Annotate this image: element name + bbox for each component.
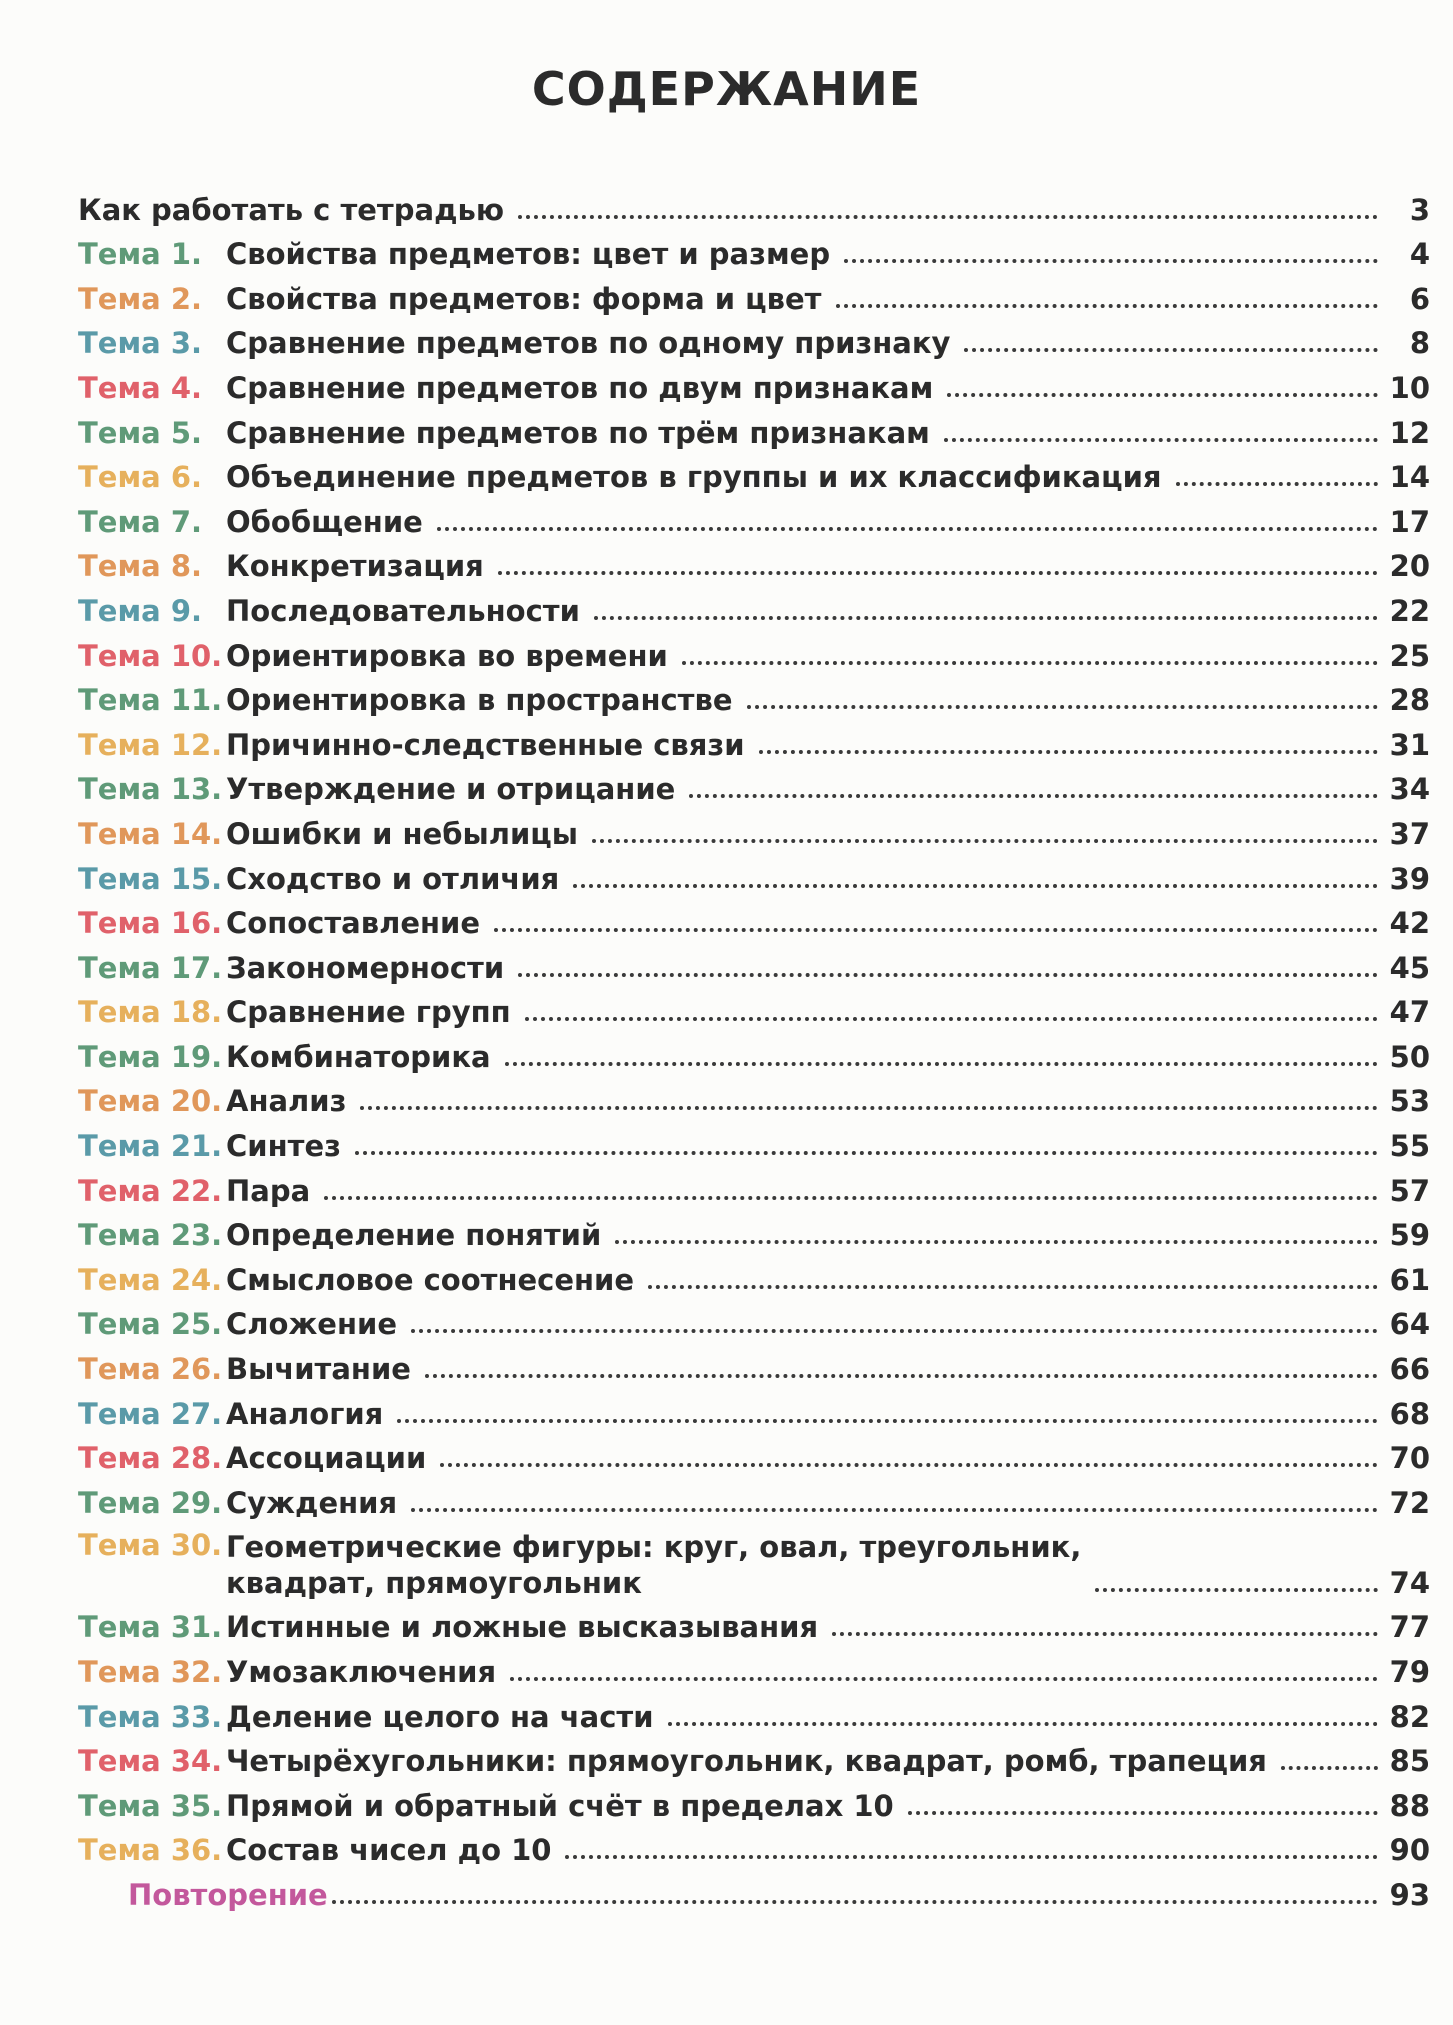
topic-name: Синтез — [226, 1129, 341, 1164]
topic-name: Свойства предметов: форма и цвет — [226, 281, 822, 316]
topic-label: Тема 35. — [78, 1788, 223, 1823]
dot-leader — [332, 1900, 1378, 1904]
dot-leader — [648, 1285, 1378, 1289]
toc-entry-topic[interactable] — [78, 1779, 1430, 1824]
toc-entry-topic[interactable] — [78, 1824, 1430, 1869]
toc-entry-topic[interactable] — [78, 1476, 1430, 1521]
toc-entry-topic[interactable] — [78, 1645, 1430, 1690]
topic-page: 28 — [1389, 683, 1430, 718]
page-title: СОДЕРЖАНИЕ — [531, 62, 922, 116]
topic-page: 42 — [1389, 906, 1430, 941]
topic-page: 37 — [1389, 816, 1430, 851]
topic-label: Тема 4. — [78, 370, 203, 405]
toc-entry-topic[interactable] — [78, 1298, 1430, 1343]
topic-label: Тема 18. — [78, 995, 223, 1030]
topic-page: 64 — [1389, 1307, 1430, 1342]
topic-page: 68 — [1389, 1396, 1430, 1431]
dot-leader — [510, 1677, 1378, 1681]
topic-name: Вычитание — [226, 1352, 411, 1387]
toc-entry-topic[interactable] — [78, 1521, 1430, 1601]
topic-label: Тема 12. — [78, 727, 223, 762]
dot-leader — [759, 750, 1378, 754]
topic-page: 45 — [1389, 950, 1430, 985]
toc-entry-topic[interactable] — [78, 763, 1430, 808]
topic-label: Тема 9. — [78, 593, 203, 628]
topic-page: 22 — [1389, 593, 1430, 628]
topic-label: Тема 22. — [78, 1173, 223, 1208]
toc-entry-topic[interactable] — [78, 941, 1430, 986]
topic-label: Тема 29. — [78, 1485, 223, 1520]
topic-label: Тема 31. — [78, 1610, 223, 1645]
topic-label: Тема 3. — [78, 326, 203, 361]
dot-leader — [964, 348, 1378, 352]
dot-leader — [1176, 482, 1378, 486]
entry-name: Как работать с тетрадью — [78, 192, 505, 227]
topic-label: Тема 25. — [78, 1307, 223, 1342]
topic-name: Ориентировка в пространстве — [226, 683, 733, 718]
dot-leader — [947, 393, 1378, 397]
dot-leader — [505, 1062, 1378, 1066]
dot-leader — [908, 1811, 1378, 1815]
topic-label: Тема 10. — [78, 638, 223, 673]
topic-name: Сходство и отличия — [226, 861, 560, 896]
topic-label: Тема 27. — [78, 1396, 223, 1431]
toc-entry-topic[interactable] — [78, 718, 1430, 763]
dot-leader — [494, 928, 1378, 932]
topic-page: 14 — [1389, 460, 1430, 495]
topic-page: 47 — [1389, 995, 1430, 1030]
dot-leader — [411, 1508, 1378, 1512]
table-of-contents — [78, 183, 1430, 1913]
topic-page: 50 — [1389, 1039, 1430, 1074]
toc-entry-topic[interactable] — [78, 451, 1430, 496]
topic-name: Прямой и обратный счёт в пределах 10 — [226, 1788, 894, 1823]
toc-entry-topic[interactable] — [78, 1119, 1430, 1164]
toc-entry-topic[interactable] — [78, 1253, 1430, 1298]
topic-page: 57 — [1389, 1173, 1430, 1208]
dot-leader — [324, 1196, 1378, 1200]
topic-label: Тема 33. — [78, 1699, 223, 1734]
topic-name: Четырёхугольники: прямоугольник, квадрат, ромб, трапеция — [226, 1744, 1267, 1779]
toc-entry-topic[interactable] — [78, 1209, 1430, 1254]
dot-leader — [437, 527, 1378, 531]
topic-label: Тема 26. — [78, 1352, 223, 1387]
toc-entry-review[interactable] — [78, 1868, 1430, 1913]
toc-entry-topic[interactable] — [78, 1164, 1430, 1209]
topic-name: Истинные и ложные высказывания — [226, 1610, 819, 1645]
toc-entry-intro[interactable] — [78, 183, 1430, 228]
topic-name: Деление целого на части — [226, 1699, 654, 1734]
dot-leader — [615, 1240, 1378, 1244]
topic-name: Комбинаторика — [226, 1039, 491, 1074]
toc-entry-topic[interactable] — [78, 807, 1430, 852]
topic-page: 4 — [1409, 237, 1430, 272]
toc-entry-topic[interactable] — [78, 1387, 1430, 1432]
topic-page: 10 — [1389, 370, 1430, 405]
topic-name: Суждения — [226, 1485, 398, 1520]
topic-page: 17 — [1389, 504, 1430, 539]
toc-entry-topic[interactable] — [78, 272, 1430, 317]
topic-name: Пара — [226, 1173, 311, 1208]
topic-name: Анализ — [226, 1084, 347, 1119]
topic-label: Тема 5. — [78, 415, 203, 450]
topic-page: 90 — [1389, 1833, 1430, 1868]
dot-leader — [836, 304, 1379, 308]
topic-page: 39 — [1389, 861, 1430, 896]
topic-page: 61 — [1389, 1262, 1430, 1297]
topic-name: Причинно-следственные связи — [226, 727, 745, 762]
topic-label: Тема 2. — [78, 281, 203, 316]
dot-leader — [425, 1374, 1378, 1378]
toc-entry-topic[interactable] — [78, 897, 1430, 942]
topic-page: 66 — [1389, 1352, 1430, 1387]
topic-page: 25 — [1389, 638, 1430, 673]
toc-entry-topic[interactable] — [78, 406, 1430, 451]
dot-leader — [747, 705, 1379, 709]
topic-name: Умозаключения — [226, 1655, 497, 1689]
toc-entry-topic[interactable] — [78, 540, 1430, 585]
topic-name: Сравнение групп — [226, 995, 511, 1030]
topic-label: Тема 36. — [78, 1833, 223, 1868]
topic-page: 74 — [1389, 1565, 1430, 1600]
topic-page: 55 — [1389, 1129, 1430, 1164]
dot-leader — [592, 839, 1378, 843]
dot-leader — [440, 1463, 1378, 1467]
toc-entry-topic[interactable] — [78, 1690, 1430, 1735]
toc-entry-topic[interactable] — [78, 852, 1430, 897]
topic-name — [226, 1529, 1095, 1601]
topic-label: Тема 17. — [78, 950, 223, 985]
topic-page: 79 — [1389, 1655, 1430, 1689]
toc-entry-topic[interactable] — [78, 674, 1430, 719]
topic-label: Тема 23. — [78, 1218, 223, 1253]
topic-name-line-2: квадрат, прямоугольник — [226, 1565, 642, 1600]
topic-label: Тема 14. — [78, 816, 223, 851]
topic-page: 88 — [1389, 1788, 1430, 1823]
topic-page: 31 — [1389, 727, 1430, 762]
topic-page: 72 — [1389, 1485, 1430, 1520]
topic-name: Сравнение предметов по трём признакам — [226, 415, 930, 450]
toc-entry-topic[interactable] — [78, 1342, 1430, 1387]
topic-name: Утверждение и отрицание — [226, 772, 676, 807]
toc-entry-topic[interactable] — [78, 361, 1430, 406]
dot-leader — [411, 1329, 1378, 1333]
topic-page: 6 — [1409, 281, 1430, 316]
topic-page: 34 — [1389, 772, 1430, 807]
topic-label: Тема 7. — [78, 504, 203, 539]
dot-leader — [498, 571, 1378, 575]
dot-leader — [573, 884, 1378, 888]
topic-page: 59 — [1389, 1218, 1430, 1253]
entry-page: 3 — [1409, 192, 1430, 227]
topic-page: 70 — [1389, 1441, 1430, 1476]
dot-leader — [689, 794, 1378, 798]
topic-page: 82 — [1389, 1699, 1430, 1734]
dot-leader — [397, 1419, 1378, 1423]
toc-entry-topic[interactable] — [78, 1601, 1430, 1646]
toc-entry-topic[interactable] — [78, 986, 1430, 1031]
topic-label: Тема 20. — [78, 1084, 223, 1119]
dot-leader — [668, 1722, 1378, 1726]
review-name: Повторение — [128, 1877, 328, 1912]
dot-leader — [832, 1632, 1378, 1636]
review-page: 93 — [1389, 1877, 1430, 1912]
toc-entry-topic[interactable] — [78, 629, 1430, 674]
toc-entry-topic[interactable] — [78, 1030, 1430, 1075]
topic-label: Тема 32. — [78, 1655, 223, 1689]
topic-name: Объединение предметов в группы и их классификация — [226, 460, 1162, 495]
topic-name: Сравнение предметов по двум признакам — [226, 370, 934, 405]
topic-name: Ошибки и небылицы — [226, 816, 578, 851]
topic-label: Тема 15. — [78, 861, 223, 896]
toc-entry-topic[interactable] — [78, 584, 1430, 629]
dot-leader — [525, 1017, 1378, 1021]
topic-name: Определение понятий — [226, 1218, 602, 1253]
topic-name: Сложение — [226, 1307, 397, 1342]
topic-label: Тема 11. — [78, 683, 223, 718]
dot-leader — [944, 438, 1378, 442]
topic-name-line-1: Геометрические фигуры: круг, овал, треугольник, — [226, 1529, 1082, 1564]
dot-leader — [355, 1151, 1378, 1155]
topic-name: Конкретизация — [226, 549, 484, 584]
topic-name: Ассоциации — [226, 1441, 427, 1476]
topic-label: Тема 24. — [78, 1262, 223, 1297]
topic-name: Аналогия — [226, 1396, 384, 1431]
dot-leader — [565, 1855, 1378, 1859]
topic-name: Последовательности — [226, 593, 580, 628]
toc-entry-topic[interactable] — [78, 1735, 1430, 1780]
dot-leader — [844, 259, 1378, 263]
topic-page: 12 — [1389, 415, 1430, 450]
topic-name: Ориентировка во времени — [226, 638, 668, 673]
topic-page: 85 — [1389, 1744, 1430, 1779]
toc-entry-topic[interactable] — [78, 1075, 1430, 1120]
topic-page: 20 — [1389, 549, 1430, 584]
topic-name: Сопоставление — [226, 906, 481, 941]
topic-label: Тема 19. — [78, 1039, 223, 1074]
topic-label: Тема 1. — [78, 237, 203, 272]
topic-label: Тема 6. — [78, 460, 203, 495]
dot-leader — [518, 973, 1378, 977]
topic-label: Тема 16. — [78, 906, 223, 941]
topic-label: Тема 30. — [78, 1527, 223, 1562]
topic-name: Свойства предметов: цвет и размер — [226, 237, 831, 272]
topic-name: Обобщение — [226, 504, 423, 539]
topic-name: Смысловое соотнесение — [226, 1262, 635, 1297]
dot-leader — [594, 616, 1378, 620]
dot-leader — [682, 661, 1378, 665]
topic-page: 8 — [1409, 326, 1430, 361]
dot-leader — [518, 215, 1378, 219]
dot-leader — [360, 1106, 1378, 1110]
dot-leader — [1281, 1766, 1378, 1770]
topic-label: Тема 8. — [78, 549, 203, 584]
toc-entry-topic[interactable] — [78, 495, 1430, 540]
topic-name: Состав чисел до 10 — [226, 1833, 552, 1868]
dot-leader — [1095, 1588, 1378, 1592]
toc-entry-topic[interactable] — [78, 228, 1430, 273]
topic-name: Закономерности — [226, 950, 505, 985]
topic-label: Тема 34. — [78, 1744, 223, 1779]
toc-entry-topic[interactable] — [78, 317, 1430, 362]
topic-page: 77 — [1389, 1610, 1430, 1645]
toc-entry-topic[interactable] — [78, 1432, 1430, 1477]
topic-page: 53 — [1389, 1084, 1430, 1119]
topic-label: Тема 21. — [78, 1129, 223, 1164]
topic-name: Сравнение предметов по одному признаку — [226, 326, 951, 361]
topic-label: Тема 13. — [78, 772, 223, 807]
topic-label: Тема 28. — [78, 1441, 223, 1476]
